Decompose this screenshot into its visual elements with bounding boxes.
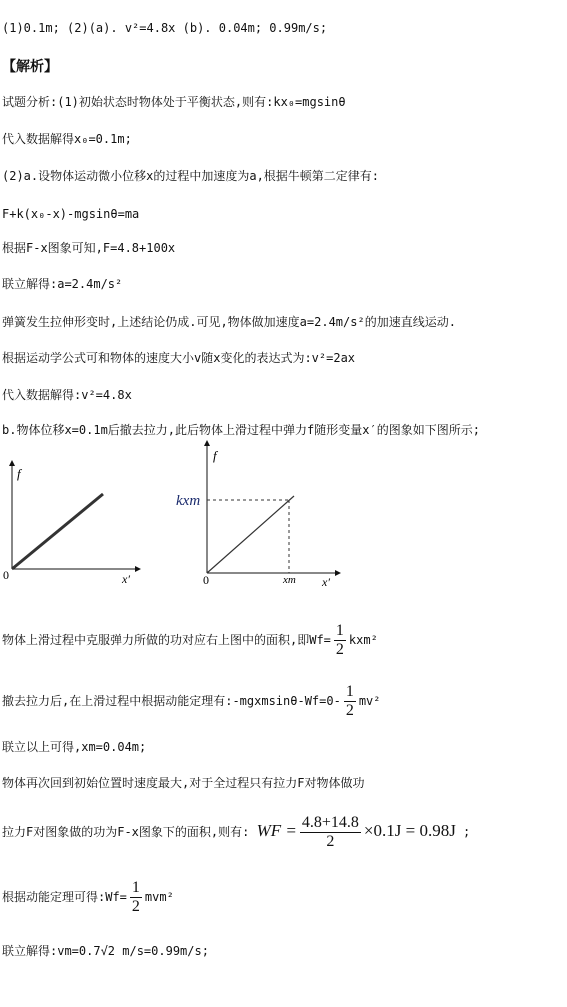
step-1: 试题分析:(1)初始状态时物体处于平衡状态,则有:kx₀=mgsinθ (2, 95, 346, 109)
step-12-tail: mv² (358, 694, 381, 708)
fraction-numerator: 1 (345, 683, 354, 700)
fraction-numerator: 4.8+14.8 (301, 814, 359, 831)
step-9: 代入数据解得:v²=4.8x (2, 388, 132, 402)
wf-result: ×0.1J = 0.98J (363, 821, 456, 840)
f-line (207, 496, 294, 573)
step-11-tail: kxm² (348, 633, 378, 647)
x-axis-label: x′ (322, 575, 330, 589)
fraction-half (334, 622, 346, 659)
step-3: (2)a.设物体运动微小位移x的过程中加速度为a,根据牛顿第二定律有: (2, 169, 380, 183)
fraction-numerator: 1 (131, 879, 140, 896)
analysis-heading: 【解析】 (2, 59, 58, 75)
origin-label: 0 (203, 573, 209, 587)
step-16-tail: mvm² (144, 890, 174, 904)
origin-label: 0 (3, 568, 9, 582)
step-15 (2, 814, 470, 851)
step-8: 根据运动学公式可和物体的速度大小v随x变化的表达式为:v²=2ax (2, 351, 356, 365)
f-line (12, 494, 103, 569)
step-7: 弹簧发生拉伸形变时,上述结论仍成.可见,物体做加速度a=2.4m/s²的加速直线运动. (2, 315, 456, 329)
x-tick-label: xm (283, 574, 296, 586)
fraction-denominator: 2 (335, 641, 344, 658)
fraction-denominator: 2 (131, 898, 140, 915)
fraction-denominator: 2 (326, 833, 335, 850)
answer-line: (1)0.1m; (2)(a). v²=4.8x (b). 0.04m; 0.99m/s; (2, 21, 328, 35)
graph-left (0, 455, 150, 590)
step-16-text: 根据动能定理可得:Wf= (2, 890, 127, 904)
wf-symbol: WF = (256, 821, 297, 840)
step-11-text: 物体上滑过程中克服弹力所做的功对应右上图中的面积,即Wf= (2, 633, 331, 647)
step-12-text: 撤去拉力后,在上滑过程中根据动能定理有:-mgxmsinθ-Wf=0- (2, 694, 341, 708)
fraction-half (130, 879, 142, 916)
step-11 (2, 622, 378, 659)
fraction-numerator: 1 (335, 622, 344, 639)
step-15-tail: ; (463, 825, 471, 839)
step-14: 物体再次回到初始位置时速度最大,对于全过程只有拉力F对物体做功 (2, 776, 365, 790)
x-axis-label: x′ (122, 572, 130, 586)
y-tick-label: kxm (176, 493, 201, 509)
step-2: 代入数据解得x₀=0.1m; (2, 132, 132, 146)
step-15-text: 拉力F对图象做的功为F-x图象下的面积,则有: (2, 825, 250, 839)
step-10: b.物体位移x=0.1m后撤去拉力,此后物体上滑过程中弹力f随形变量x′的图象如下图所示; (2, 423, 480, 437)
step-12 (2, 683, 381, 720)
step-13: 联立以上可得,xm=0.04m; (2, 740, 147, 754)
step-17: 联立解得:vm=0.7√2 m/s=0.99m/s; (2, 944, 209, 958)
fraction-denominator: 2 (345, 702, 354, 719)
step-5: 根据F-x图象可知,F=4.8+100x (2, 241, 176, 255)
fraction-half (344, 683, 356, 720)
step-16 (2, 879, 174, 916)
step-4: F+k(x₀-x)-mgsinθ=ma (2, 207, 140, 221)
y-axis-label: f (213, 448, 217, 463)
graph-right (170, 435, 350, 590)
step-6: 联立解得:a=2.4m/s² (2, 277, 123, 291)
fraction-wf (300, 814, 361, 851)
y-axis-label: f (17, 466, 21, 481)
